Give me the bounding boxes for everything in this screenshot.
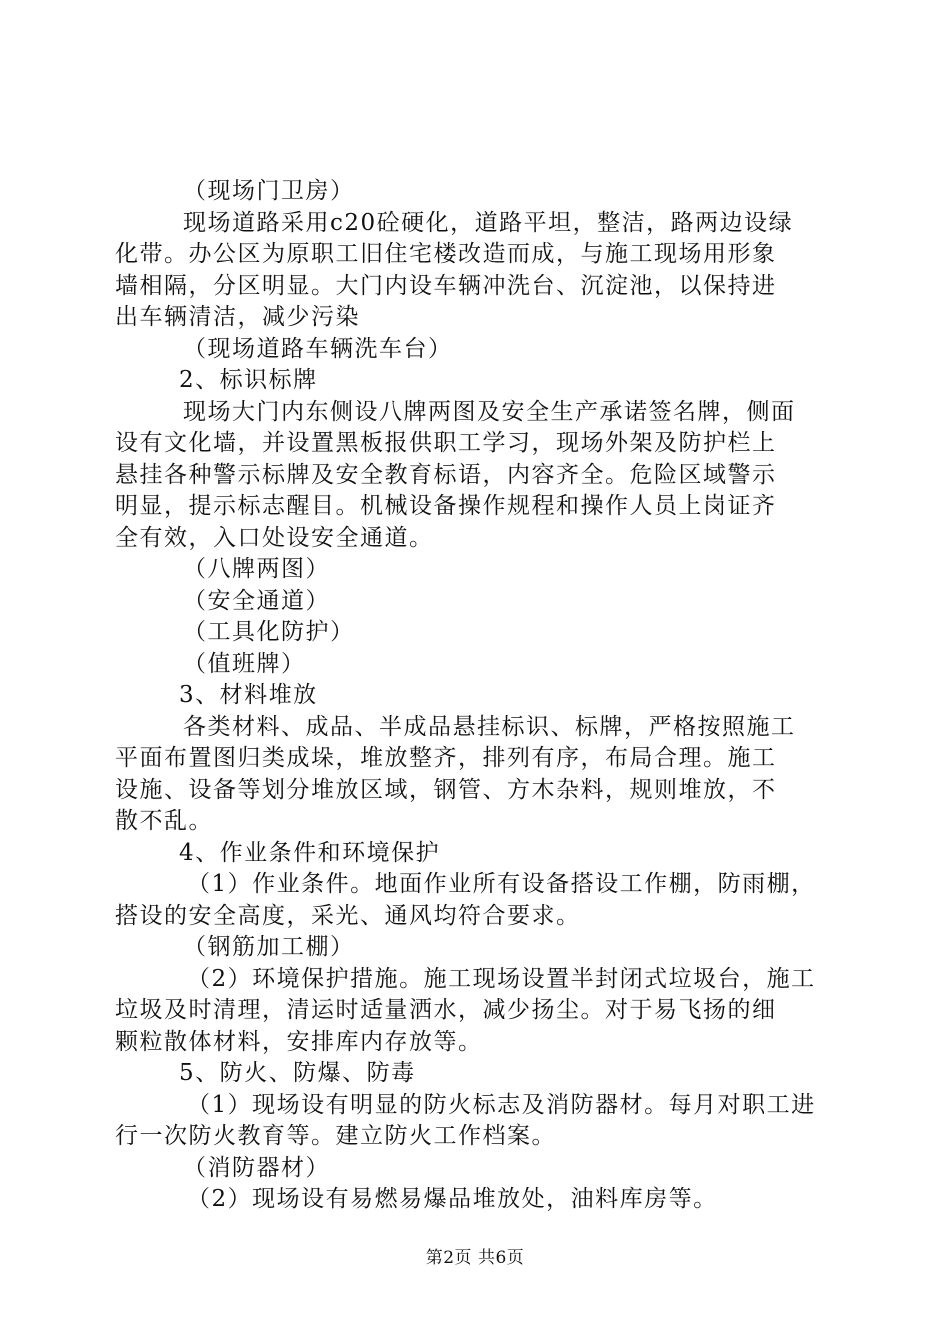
section-heading-materials: 3、材料堆放 [179, 682, 318, 708]
caption-tool-protection: （工具化防护） [183, 619, 355, 645]
paragraph-fire-line-2: 行一次防火教育等。建立防火工作档案。 [115, 1123, 556, 1149]
paragraph-flammables-line-1: （2）现场设有易燃易爆品堆放处，油料库房等。 [187, 1186, 718, 1212]
paragraph-signage-line-2: 设有文化墙，并设置黑板报供职工学习，现场外架及防护栏上 [115, 430, 777, 456]
paragraph-signage-line-5: 全有效，入口处设安全通道。 [115, 524, 434, 551]
section-heading-work-conditions: 4、作业条件和环境保护 [179, 839, 441, 866]
paragraph-road-line-2: 化带。办公区为原职工旧住宅楼改造而成，与施工现场用形象 [115, 241, 777, 267]
caption-eight-boards: （八牌两图） [183, 556, 330, 582]
paragraph-signage-line-1: 现场大门内东侧设八牌两图及安全生产承诺签名牌，侧面 [183, 398, 796, 425]
paragraph-work-conditions-line-1: （1）作业条件。地面作业所有设备搭设工作棚，防雨棚， [187, 871, 816, 897]
paragraph-materials-line-2: 平面布置图归类成垛，堆放整齐，排列有序，布局合理。施工 [115, 745, 777, 771]
paragraph-environment-line-3: 颗粒散体材料，安排库内存放等。 [115, 1028, 483, 1055]
paragraph-fire-line-1: （1）现场设有明显的防火标志及消防器材。每月对职工进 [187, 1091, 816, 1118]
paragraph-work-conditions-line-2: 搭设的安全高度，采光、通风均符合要求。 [115, 902, 581, 929]
caption-duty-board: （值班牌） [183, 650, 306, 677]
caption-fire-equipment: （消防器材） [183, 1154, 330, 1181]
caption-gate-house: （现场门卫房） [183, 178, 355, 204]
paragraph-materials-line-4: 散不乱。 [115, 808, 213, 834]
section-heading-signage: 2、标识标牌 [179, 367, 318, 393]
section-heading-fire-safety: 5、防火、防爆、防毒 [179, 1060, 416, 1086]
paragraph-road-line-1: 现场道路采用c20砼硬化，道路平坦，整洁，路两边设绿 [183, 209, 794, 236]
page-number-footer: 第2页 共6页 [425, 1248, 525, 1268]
document-body [115, 176, 835, 1216]
paragraph-environment-line-2: 垃圾及时清理，清运时适量洒水，减少扬尘。对于易飞扬的细 [115, 997, 777, 1023]
paragraph-road-line-3: 墙相隔，分区明显。大门内设车辆冲洗台、沉淀池，以保持进 [115, 272, 777, 299]
paragraph-signage-line-4: 明显，提示标志醒目。机械设备操作规程和操作人员上岗证齐 [115, 493, 777, 519]
caption-wash-platform: （现场道路车辆洗车台） [183, 335, 453, 362]
caption-rebar-shed: （钢筋加工棚） [183, 934, 355, 960]
caption-safety-passage: （安全通道） [183, 587, 330, 614]
paragraph-materials-line-3: 设施、设备等划分堆放区域，钢管、方木杂料，规则堆放，不 [115, 776, 777, 803]
paragraph-environment-line-1: （2）环境保护措施。施工现场设置半封闭式垃圾台，施工 [187, 965, 816, 992]
paragraph-signage-line-3: 悬挂各种警示标牌及安全教育标语，内容齐全。危险区域警示 [115, 461, 777, 488]
paragraph-materials-line-1: 各类材料、成品、半成品悬挂标识、标牌，严格按照施工 [183, 713, 796, 740]
paragraph-road-line-4: 出车辆清洁，减少污染 [115, 304, 360, 330]
